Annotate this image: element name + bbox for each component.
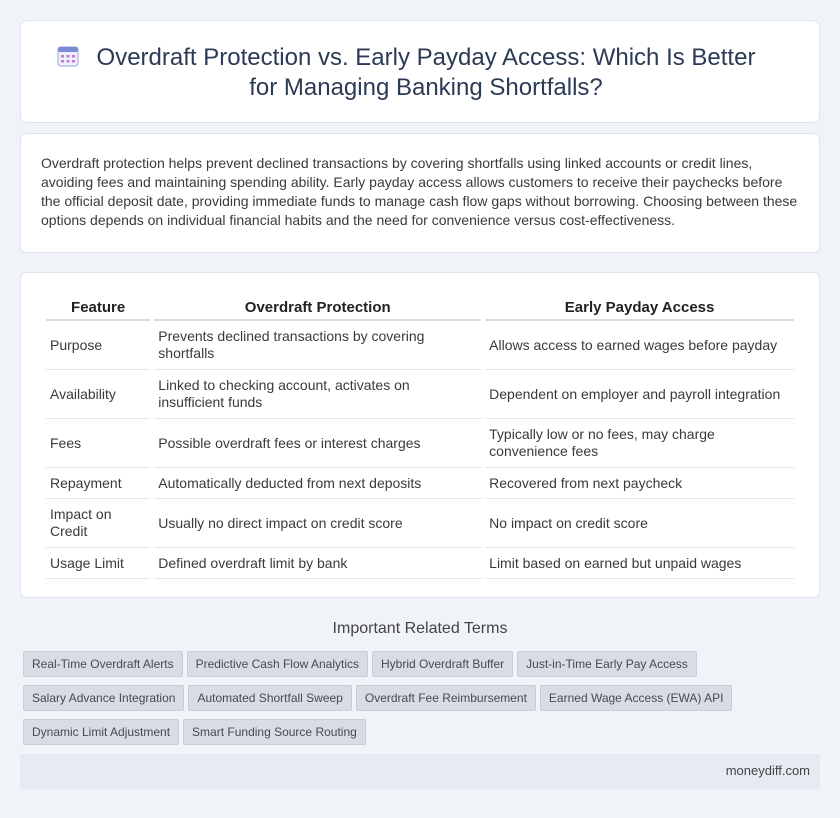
related-terms-title: Important Related Terms <box>332 620 508 637</box>
summary-text: Overdraft protection helps prevent declined transactions by covering shortfalls using linked accounts or credit lines, avoiding fees and maintaining spending ability. Early payday access allows customers to receive their paychecks before the official deposit date, providing immediate funds to manage cash flow gaps without borrowing. Choosing between these options depends on individual financial habits and the need for convenience versus cost-effectiveness. <box>41 155 798 228</box>
table-cell: Prevents declined transactions by covering shortfalls <box>154 321 481 370</box>
related-terms-list <box>23 651 783 753</box>
table-cell: Allows access to earned wages before payday <box>485 321 794 370</box>
comparison-table-card <box>20 272 820 598</box>
table-cell: Impact on Credit <box>46 499 150 548</box>
table-row <box>46 370 794 419</box>
table-cell: Purpose <box>46 321 150 370</box>
table-cell: Linked to checking account, activates on insufficient funds <box>154 370 481 419</box>
related-term-tag[interactable]: Overdraft Fee Reimbursement <box>356 685 536 711</box>
related-term-tag[interactable]: Earned Wage Access (EWA) API <box>540 685 733 711</box>
related-term-tag[interactable]: Smart Funding Source Routing <box>183 719 366 745</box>
table-header: Overdraft Protection <box>154 295 481 321</box>
table-cell: Typically low or no fees, may charge convenience fees <box>485 419 794 468</box>
related-term-tag[interactable]: Dynamic Limit Adjustment <box>23 719 179 745</box>
related-term-tag[interactable]: Real-Time Overdraft Alerts <box>23 651 183 677</box>
table-cell: Usage Limit <box>46 548 150 579</box>
table-cell: Automatically deducted from next deposits <box>154 468 481 499</box>
table-cell: Recovered from next paycheck <box>485 468 794 499</box>
table-header: Feature <box>46 295 150 321</box>
page-title: Overdraft Protection vs. Early Payday Access: Which Is Better for Managing Banking Shortfalls? <box>96 44 756 101</box>
related-term-tag[interactable]: Predictive Cash Flow Analytics <box>187 651 368 677</box>
table-cell: Dependent on employer and payroll integration <box>485 370 794 419</box>
table-row <box>46 419 794 468</box>
table-cell: Repayment <box>46 468 150 499</box>
table-header-row <box>46 295 794 321</box>
table-cell: Availability <box>46 370 150 419</box>
table-cell: No impact on credit score <box>485 499 794 548</box>
table-row <box>46 468 794 499</box>
table-row <box>46 548 794 579</box>
table-row <box>46 321 794 370</box>
related-term-tag[interactable]: Hybrid Overdraft Buffer <box>372 651 513 677</box>
table-row <box>46 499 794 548</box>
related-term-tag[interactable]: Just-in-Time Early Pay Access <box>517 651 697 677</box>
table-cell: Limit based on earned but unpaid wages <box>485 548 794 579</box>
comparison-table <box>42 295 798 579</box>
table-cell: Fees <box>46 419 150 468</box>
summary-card <box>20 133 820 253</box>
related-term-tag[interactable]: Automated Shortfall Sweep <box>188 685 351 711</box>
table-header: Early Payday Access <box>485 295 794 321</box>
related-term-tag[interactable]: Salary Advance Integration <box>23 685 184 711</box>
table-cell: Possible overdraft fees or interest charges <box>154 419 481 468</box>
table-cell: Usually no direct impact on credit score <box>154 499 481 548</box>
table-cell: Defined overdraft limit by bank <box>154 548 481 579</box>
title-card <box>20 20 820 123</box>
footer-site-link[interactable]: moneydiff.com <box>725 763 810 778</box>
footer <box>20 754 820 789</box>
